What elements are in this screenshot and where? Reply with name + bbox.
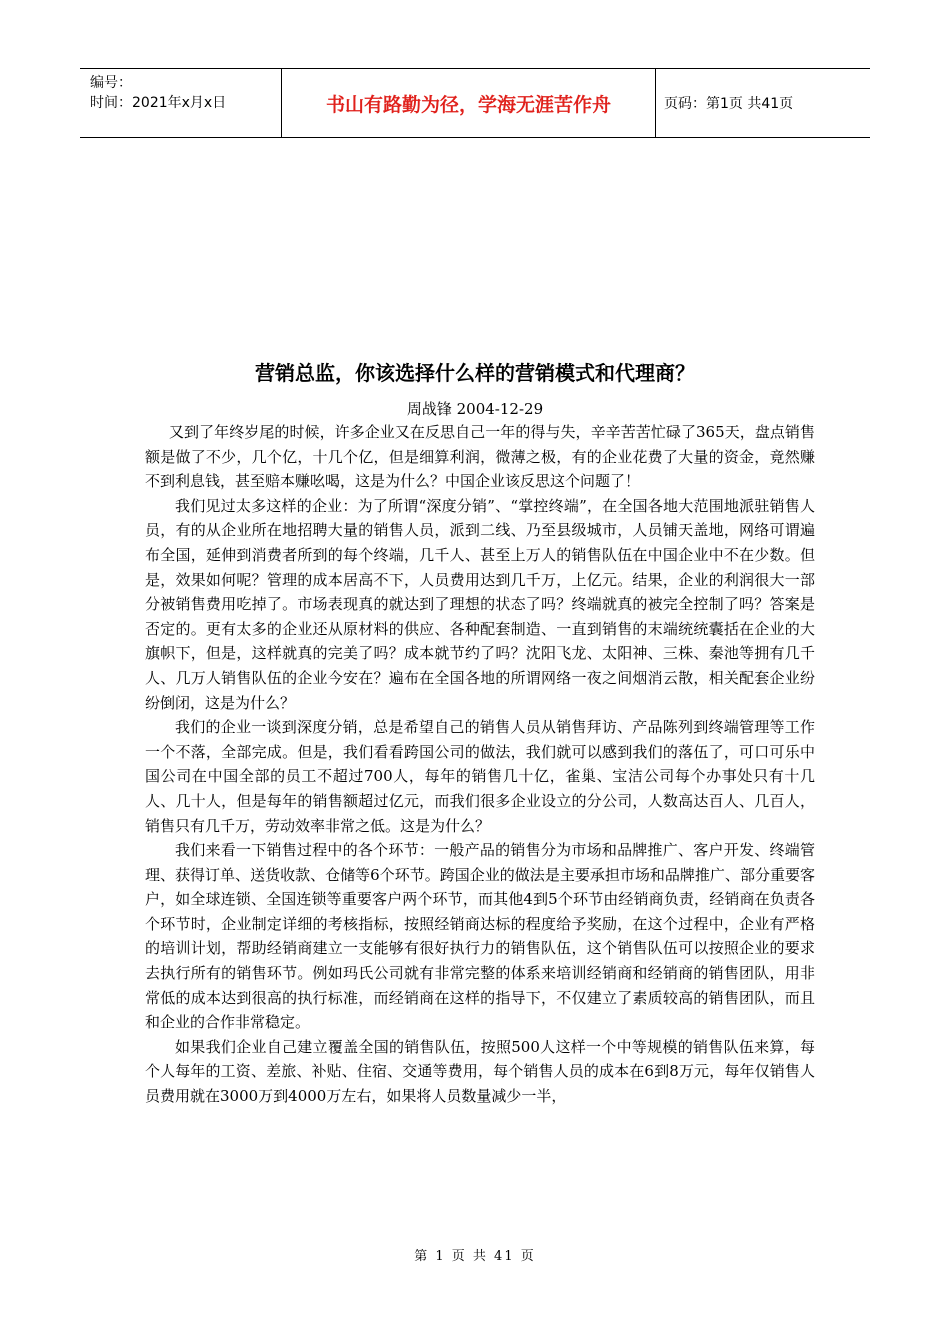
paragraph-1: 又到了年终岁尾的时候，许多企业又在反思自己一年的得与失，辛辛苦苦忙碌了365天，盘点销售额是做了不少，几个亿，十几个亿，但是细算利润，微薄之极，有的企业花费了大量的资金，竟然赚不到利息钱，甚至赔本赚吆喝，这是为什么？中国企业该反思这个问题了！ (145, 423, 815, 491)
document-header (80, 68, 870, 138)
paragraph-2: 我们见过太多这样的企业：为了所谓“深度分销”、“掌控终端”，在全国各地大范围地派驻销售人员，有的从企业所在地招聘大量的销售人员，派到二线、乃至县级城市，人员铺天盖地，网络可谓遍布全国，延伸到消费者所到的每个终端，几千人、甚至上万人的销售队伍在中国企业中不在少数。但是，效果如何呢？管理的成本居高不下，人员费用达到几千万，上亿元。结果，企业的利润很大一部分被销售费用吃掉了。市场表现真的就达到了理想的状态了吗？终端就真的被完全控制了吗？答案是否定的。更有太多的企业还从原材料的供应、各种配套制造、一直到销售的末端统统囊括在企业的大旗帜下，但是，这样就真的完美了吗？成本就节约了吗？沈阳飞龙、太阳神、三株、秦池等拥有几千人、几万人销售队伍的企业今安在？遍布在全国各地的所谓网络一夜之间烟消云散，相关配套企业纷纷倒闭，这是为什么？ (145, 496, 815, 712)
header-meta (80, 69, 282, 137)
article-body (145, 420, 815, 1109)
paragraph-4: 我们来看一下销售过程中的各个环节：一般产品的销售分为市场和品牌推广、客户开发、终端管理、获得订单、送货收款、仓储等6个环节。跨国企业的做法是主要承担市场和品牌推广、部分重要客户，如全球连锁、全国连锁等重要客户两个环节，而其他4到5个环节由经销商负责，经销商在负责各个环节时，企业制定详细的考核指标，按照经销商达标的程度给予奖励，在这个过程中，企业有严格的培训计划，帮助经销商建立一支能够有很好执行力的销售队伍，这个销售队伍可以按照企业的要求去执行所有的销售环节。例如玛氏公司就有非常完整的体系来培训经销商和经销商的销售团队，用非常低的成本达到很高的执行标准，而经销商在这样的指导下，不仅建立了素质较高的销售团队，而且和企业的合作非常稳定。 (145, 841, 815, 1032)
document-number-label: 编号： (90, 75, 132, 91)
paragraph-5: 如果我们企业自己建立覆盖全国的销售队伍，按照500人这样一个中等规模的销售队伍来算，每个人每年的工资、差旅、补贴、住宿、交通等费用，每个销售人员的成本在6到8万元，每年仅销售人员费用就在3000万到4000万左右，如果将人员数量减少一半， (145, 1037, 815, 1106)
page-footer: 第 1 页 共 41 页 (414, 1249, 536, 1264)
article-byline: 周战锋 2004-12-29 (406, 400, 544, 418)
paragraph-3: 我们的企业一谈到深度分销，总是希望自己的销售人员从销售拜访、产品陈列到终端管理等工作一个不落，全部完成。但是，我们看看跨国公司的做法，我们就可以感到我们的落伍了，可口可乐中国公司在中国全部的员工不超过700人，每年的销售几十亿，雀巢、宝洁公司每个办事处只有十几人、几十人，但是每年的销售额超过亿元，而我们很多企业设立的分公司，人数高达百人、几百人，销售只有几千万，劳动效率非常之低。这是为什么？ (145, 718, 815, 835)
document-time-label: 时间：2021年x月x日 (90, 95, 227, 111)
article-title: 营销总监，你该选择什么样的营销模式和代理商？ (255, 361, 695, 385)
header-page-info: 页码：第1页 共41页 (664, 96, 794, 112)
header-motto: 书山有路勤为径，学海无涯苦作舟 (282, 69, 656, 137)
